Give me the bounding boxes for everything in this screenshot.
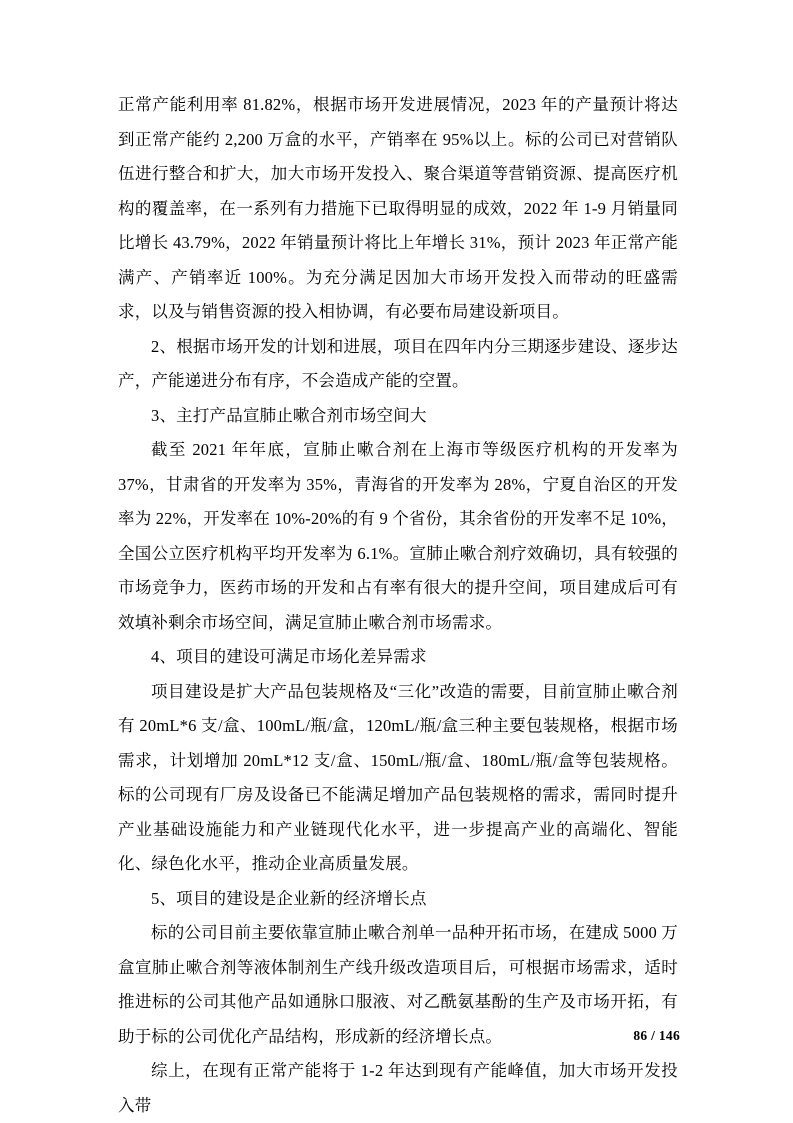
paragraph-1: 正常产能利用率 81.82%，根据市场开发进展情况，2023 年的产量预计将达到正常产能约 2,200 万盒的水平，产销率在 95%以上。标的公司已对营销队伍进行整合和扩大，加大市场开发投入、聚合渠道等营销资源、提高医疗机构的覆盖率，在一系列有力措施下已取得明显的成效，2022 年 1-9 月销量同比增长 43.79%，2022 年销量预计将比上年增长 31%，预计 2023 年正常产能满产、产销率近 100%。为充分满足因加大市场开发投入而带动的旺盛需求，以及与销售资源的投入相协调，有必要布局建设新项目。 bbox=[118, 95, 678, 321]
page-number: 86 / 146 bbox=[633, 1028, 680, 1043]
paragraph-2: 2、根据市场开发的计划和进展，项目在四年内分三期逐步建设、逐步达产，产能递进分布有序，不会造成产能的空置。 bbox=[118, 336, 678, 390]
document-body bbox=[118, 88, 678, 1123]
paragraph-6: 项目建设是扩大产品包装规格及“三化”改造的需要，目前宣肺止嗽合剂有 20mL*6 支/盒、100mL/瓶/盒，120mL/瓶/盒三种主要包装规格，根据市场需求，计划增加 20mL*12 支/盒、150mL/瓶/盒、180mL/瓶/盒等包装规格。标的公司现有厂房及设备已不能满足增加产品包装规格的需求，需同时提升产业基础设施能力和产业链现代化水平，进一步提高产业的高端化、智能化、绿色化水平，推动企业高质量发展。 bbox=[118, 681, 678, 873]
paragraph-5-heading: 4、项目的建设可满足市场化差异需求 bbox=[151, 647, 427, 666]
paragraph-8: 标的公司目前主要依靠宣肺止嗽合剂单一品种开拓市场，在建成 5000 万盒宣肺止嗽合剂等液体制剂生产线升级改造项目后，可根据市场需求，适时推进标的公司其他产品如通脉口服液、对乙酰氨基酚的生产及市场开拓，有助于标的公司优化产品结构，形成新的经济增长点。 bbox=[118, 923, 678, 1046]
paragraph-7-heading: 5、项目的建设是企业新的经济增长点 bbox=[151, 888, 427, 908]
paragraph-9: 综上，在现有正常产能将于 1-2 年达到现有产能峰值，加大市场开发投入带 bbox=[118, 1061, 678, 1115]
paragraph-4: 截至 2021 年年底，宣肺止嗽合剂在上海市等级医疗机构的开发率为 37%，甘肃省的开发率为 35%，青海省的开发率为 28%，宁夏自治区的开发率为 22%，开发率在 10%-20%的有 9 个省份，其余省份的开发率不足 10%，全国公立医疗机构平均开发率为 6.1%。宣肺止嗽合剂疗效确切，具有较强的市场竞争力，医药市场的开发和占有率有很大的提升空间，项目建成后可有效填补剩余市场空间，满足宣肺止嗽合剂市场需求。 bbox=[118, 440, 678, 632]
paragraph-3-heading: 3、主打产品宣肺止嗽合剂市场空间大 bbox=[151, 405, 427, 425]
